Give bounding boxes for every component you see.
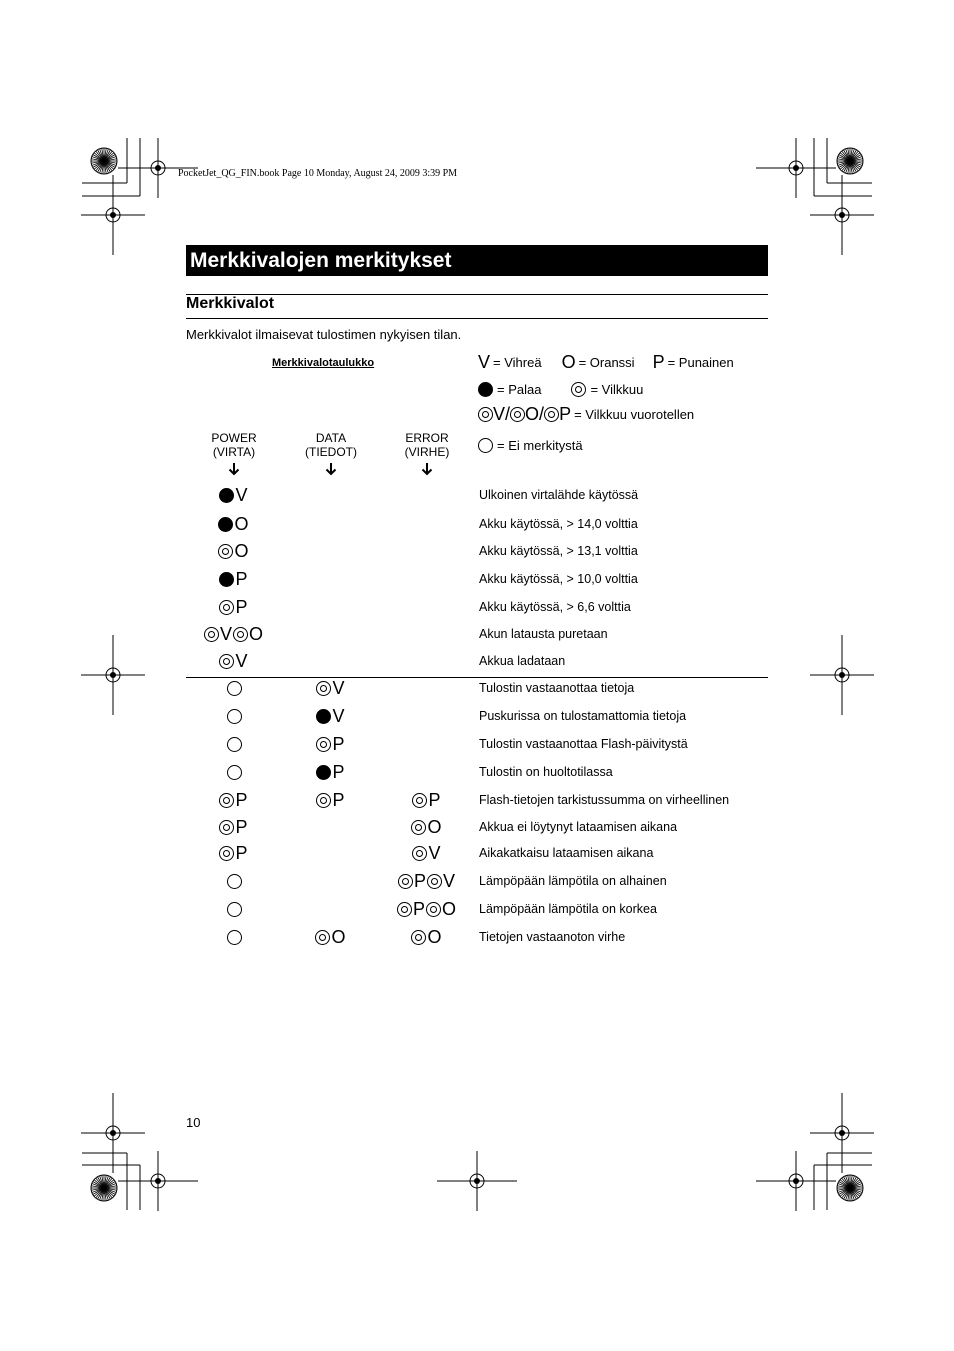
table-caption: Merkkivalotaulukko <box>272 357 375 369</box>
led-color-letter: O <box>427 816 442 837</box>
led-color-letter: P <box>235 842 248 863</box>
led-color-letter: O <box>427 926 442 947</box>
led-color-letter: V <box>332 677 345 698</box>
led-color-letter: V <box>235 484 248 505</box>
legend-alt-letter-red: P <box>559 404 572 424</box>
legend-blink-text: = Vilkkuu <box>590 382 644 397</box>
intro-text: Merkkivalot ilmaisevat tulostimen nykyisen tilan. <box>186 327 462 342</box>
legend-alt-letter-orange: O <box>525 404 540 424</box>
state-description: Tietojen vastaanoton virhe <box>479 930 626 944</box>
state-description: Tulostin vastaanottaa tietoja <box>479 681 635 695</box>
led-color-letter: O <box>331 926 346 947</box>
led-color-letter: V <box>428 842 441 863</box>
state-description: Flash-tietojen tarkistussumma on virheellinen <box>479 793 730 807</box>
state-description: Akku käytössä, > 14,0 volttia <box>479 517 638 531</box>
led-color-letter: P <box>235 568 248 589</box>
led-color-letter: V <box>235 650 248 671</box>
column-header-error-line1: ERROR <box>405 431 449 445</box>
state-description: Akku käytössä, > 13,1 volttia <box>479 544 638 558</box>
column-header-error-line2: (VIRHE) <box>404 445 450 459</box>
legend-red-text: = Punainen <box>667 355 734 370</box>
led-color-letter: V <box>219 623 232 644</box>
legend-green-text: = Vihreä <box>493 355 542 370</box>
led-color-letter: P <box>235 596 248 617</box>
led-color-letter: V <box>332 705 345 726</box>
led-color-letter: P <box>332 789 345 810</box>
led-color-letter: P <box>332 761 345 782</box>
led-color-letter: O <box>234 540 249 561</box>
book-header-line: PocketJet_QG_FIN.book Page 10 Monday, August 24, 2009 3:39 PM <box>178 168 458 179</box>
legend-orange-text: = Oranssi <box>578 355 635 370</box>
led-color-letter: P <box>235 816 248 837</box>
led-color-letter: V <box>443 870 456 891</box>
state-description: Ulkoinen virtalähde käytössä <box>479 488 639 502</box>
column-header-data-line2: (TIEDOT) <box>305 445 357 459</box>
state-description: Akku käytössä, > 6,6 volttia <box>479 600 631 614</box>
legend-alt-text: = Vilkkuu vuorotellen <box>574 407 695 422</box>
registration-starburst <box>91 1175 117 1201</box>
legend-alt-letter-green: V <box>493 404 506 424</box>
legend-alternating: V / O / P = Vilkkuu vuorotellen <box>478 404 694 425</box>
led-color-letter: P <box>412 898 425 919</box>
state-description: Lämpöpään lämpötila on alhainen <box>479 874 667 888</box>
state-description: Puskurissa on tulostamattomia tietoja <box>479 709 687 723</box>
state-description: Akku käytössä, > 10,0 volttia <box>479 572 638 586</box>
legend-red-letter: P <box>652 352 665 372</box>
led-color-letter: O <box>234 513 249 534</box>
column-header-data-line1: DATA <box>315 431 347 445</box>
page-title: Merkkivalojen merkitykset <box>186 245 768 276</box>
state-description: Aikakatkaisu lataamisen aikana <box>479 846 654 860</box>
state-description: Lämpöpään lämpötila on korkea <box>479 902 657 916</box>
section-title: Merkkivalot <box>186 295 275 312</box>
column-header-power-line2: (VIRTA) <box>212 445 256 459</box>
legend-orange-letter: O <box>561 352 576 372</box>
state-description: Akkua ei löytynyt lataamisen aikana <box>479 820 678 834</box>
state-description: Akun latausta puretaan <box>479 627 608 641</box>
registration-starburst <box>837 148 863 174</box>
led-color-letter: P <box>332 733 345 754</box>
led-color-letter: O <box>442 898 457 919</box>
registration-starburst <box>91 148 117 174</box>
led-color-letter: P <box>235 789 248 810</box>
led-color-letter: O <box>249 623 264 644</box>
legend-green-letter: V <box>478 352 491 372</box>
registration-starburst <box>837 1175 863 1201</box>
led-color-letter: P <box>413 870 426 891</box>
legend-off-text: = Ei merkitystä <box>497 438 583 453</box>
column-header-power-line1: POWER <box>211 431 257 445</box>
led-color-letter: P <box>428 789 441 810</box>
page-number: 10 <box>186 1115 201 1130</box>
state-description: Tulostin vastaanottaa Flash-päivitystä <box>479 737 688 751</box>
state-description: Tulostin on huoltotilassa <box>479 765 613 779</box>
legend-on-text: = Palaa <box>497 382 542 397</box>
state-description: Akkua ladataan <box>479 654 566 668</box>
